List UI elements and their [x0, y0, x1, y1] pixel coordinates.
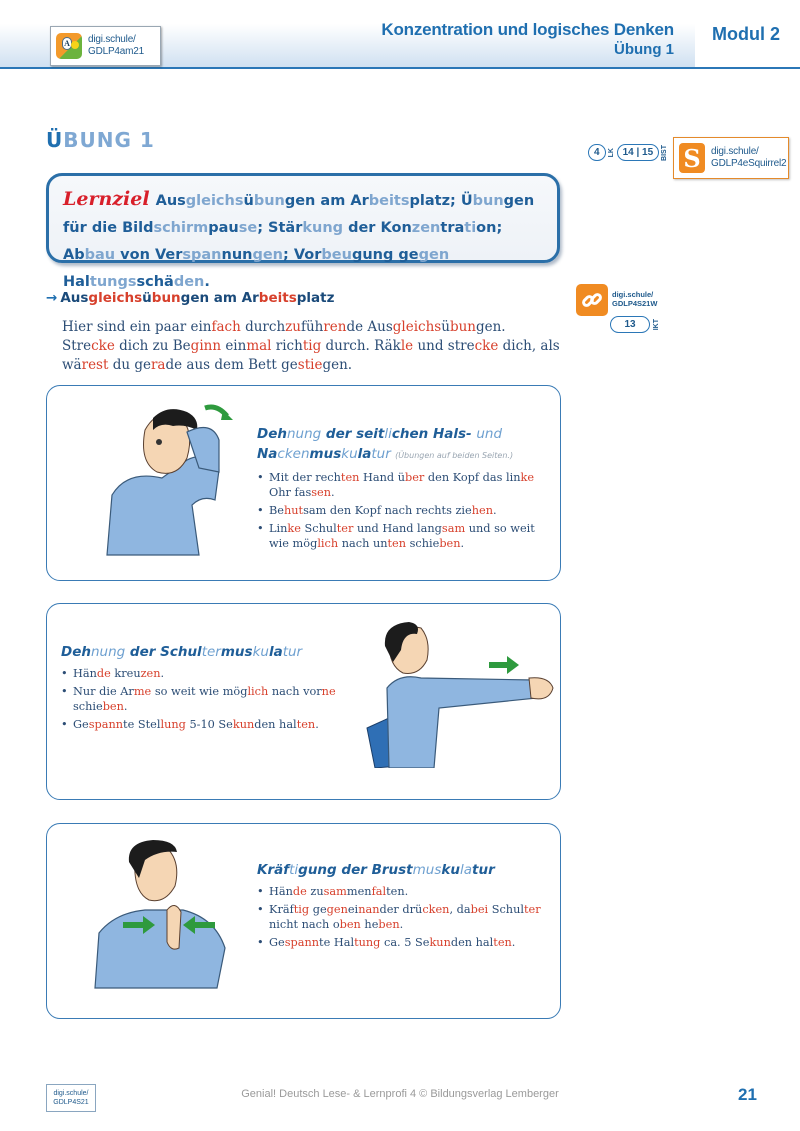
- bist-label: BIST: [661, 144, 669, 161]
- lk-badge: 4: [588, 144, 606, 161]
- syllable: chen Hals-: [391, 426, 477, 442]
- syllable: ra: [150, 357, 166, 373]
- syllable: le: [400, 338, 414, 354]
- syllable: den Kopf das lin: [424, 471, 521, 484]
- syllable: bei: [470, 903, 489, 916]
- syllable: tur: [472, 862, 495, 878]
- syllable: durch: [240, 319, 286, 335]
- exercise-card-chest-strengthening: [46, 823, 561, 1019]
- syllable: ten: [340, 471, 360, 484]
- syllable: Lin: [269, 522, 288, 535]
- chapter-subtitle: Übung 1: [614, 41, 674, 58]
- squirrel-link-line1: digi.schule/: [711, 146, 759, 157]
- syllable: Deh: [257, 426, 287, 442]
- syllable: ; Vor: [283, 247, 322, 263]
- arrow-right-icon: →: [46, 290, 58, 306]
- chest-exercise-illustration: [85, 838, 245, 998]
- bullet-item: [257, 902, 557, 932]
- syllable: spann: [284, 936, 320, 949]
- syllable: schirm: [153, 220, 209, 236]
- syllable: gung der Brust: [298, 862, 413, 878]
- syllable: de: [292, 885, 307, 898]
- syllable: Be: [269, 504, 284, 517]
- syllable: ei: [347, 903, 359, 916]
- intro-paragraph: [62, 318, 562, 375]
- syllable: Aus: [155, 193, 186, 209]
- header-title-block: [381, 20, 674, 60]
- bullet-list: [257, 884, 557, 950]
- header-digi-link[interactable]: [50, 26, 161, 66]
- syllable: Aus: [60, 290, 89, 306]
- syllable: .: [123, 700, 128, 713]
- bullet-item: [61, 666, 361, 681]
- syllable: sam: [323, 885, 347, 898]
- syllable: ti: [464, 220, 477, 236]
- footer-code-line2: GDLP4S21: [53, 1099, 89, 1106]
- syllable: nicht nach o: [269, 918, 340, 931]
- syllable: 5-10 Se: [185, 718, 233, 731]
- web-digi-link[interactable]: [576, 284, 657, 316]
- syllable: beu: [321, 247, 352, 263]
- syllable: sen: [311, 486, 332, 499]
- syllable: Kräf: [257, 862, 290, 878]
- exercise-card-neck-stretch: [46, 385, 561, 581]
- syllable: beits: [258, 290, 297, 306]
- syllable: bau: [84, 247, 116, 263]
- syllable: gen: [418, 247, 450, 263]
- syllable: fal: [371, 885, 387, 898]
- syllable: la: [459, 862, 473, 878]
- syllable: bun: [253, 193, 285, 209]
- syllable: ter: [336, 522, 354, 535]
- ikt-label: IKT: [653, 318, 660, 331]
- header-divider: [0, 67, 800, 69]
- syllable: Kräf: [269, 903, 294, 916]
- syllable: gleichs: [185, 193, 244, 209]
- syllable: ca. 5 Se: [380, 936, 430, 949]
- module-label: Modul 2: [712, 24, 780, 44]
- bullet-item: [257, 884, 557, 899]
- syllable: gen. Stre: [62, 319, 506, 354]
- syllable: Hal: [63, 274, 90, 290]
- syllable: mal: [246, 338, 272, 354]
- syllable: gleichs: [88, 290, 143, 306]
- syllable: cke: [474, 338, 499, 354]
- card-title: [257, 860, 557, 880]
- syllable: Hän: [269, 885, 293, 898]
- syllable: ti: [289, 862, 299, 878]
- shoulder-stretch-illustration: [359, 618, 559, 768]
- syllable: kung: [302, 220, 344, 236]
- syllable: tur: [282, 644, 303, 660]
- syllable: fach: [211, 319, 241, 335]
- ikt-badge-group: [610, 316, 660, 333]
- syllable: der Schul: [125, 644, 202, 660]
- syllable: nach un: [338, 537, 388, 550]
- syllable: ; Stär: [257, 220, 303, 236]
- syllable: ne: [321, 685, 336, 698]
- syllable: ben: [102, 700, 124, 713]
- syllable: tungs: [89, 274, 137, 290]
- footer-copyright: Genial! Deutsch Lese- & Lernprofi 4 © Bildungsverlag Lemberger: [241, 1088, 559, 1100]
- header-code-line2: GDLP4am21: [88, 46, 145, 57]
- syllable: , da: [449, 903, 471, 916]
- syllable: te Stel: [123, 718, 161, 731]
- syllable: so weit wie mög: [151, 685, 248, 698]
- syllable: Ohr fas: [269, 486, 312, 499]
- syllable: Ver: [154, 247, 183, 263]
- syllable: ben: [339, 918, 361, 931]
- ikt-badge: 13: [610, 316, 650, 333]
- squirrel-link-line2: GDLP4eSquirrel2: [711, 158, 787, 169]
- web-link-line2: GDLP4S21W: [612, 299, 658, 308]
- syllable: rest: [81, 357, 109, 373]
- syllable: ben: [439, 537, 461, 550]
- syllable: ber: [405, 471, 425, 484]
- syllable: gen: [252, 247, 284, 263]
- syllable: schie: [406, 537, 440, 550]
- syllable: cke: [91, 338, 115, 354]
- syllable: nun: [221, 247, 253, 263]
- syllable: Hand ü: [359, 471, 405, 484]
- syllable: .: [511, 936, 516, 949]
- syllable: men: [346, 885, 372, 898]
- syllable: Nur die Ar: [73, 685, 134, 698]
- syllable: gen für: [63, 193, 535, 236]
- syllable: Deh: [61, 644, 91, 660]
- exercise-title: ÜBUNG 1: [46, 128, 155, 152]
- syllable: te Hal: [319, 936, 355, 949]
- syllable: tur: [371, 446, 391, 462]
- syllable: spann: [88, 718, 124, 731]
- syllable: der Kon: [343, 220, 412, 236]
- syllable: bun: [151, 290, 181, 306]
- page-header: [0, 0, 800, 69]
- syllable: gen am Ar: [180, 290, 259, 306]
- syllable: tung: [354, 936, 381, 949]
- syllable: .: [399, 918, 404, 931]
- syllable: bun: [472, 193, 504, 209]
- competency-badges: [588, 144, 668, 161]
- card-title: [257, 424, 557, 466]
- syllable: sam den Kopf nach rechts zie: [303, 504, 472, 517]
- syllable: .: [204, 274, 210, 290]
- bullet-list: [61, 666, 361, 732]
- syllable: cken: [422, 903, 450, 916]
- syllable: nach vor: [268, 685, 322, 698]
- syllable: nung: [90, 644, 126, 660]
- bist-badge: 14 | 15: [617, 144, 660, 161]
- card-title: [61, 642, 361, 662]
- syllable: lich: [247, 685, 269, 698]
- syllable: mus: [309, 446, 342, 462]
- syllable: .: [492, 504, 497, 517]
- syllable: dich zu Be: [114, 338, 191, 354]
- link-icon: [576, 284, 608, 316]
- syllable: de aus dem Bett ge: [165, 357, 298, 373]
- syllable: hen: [471, 504, 493, 517]
- syllable: und Hand lang: [353, 522, 442, 535]
- syllable: kun: [232, 718, 255, 731]
- syllable: und stre: [413, 338, 475, 354]
- syllable: nung: [286, 426, 322, 442]
- syllable: dich, als wä: [62, 338, 560, 373]
- syllable: platz; Ü: [409, 193, 473, 209]
- syllable: ten: [493, 936, 512, 949]
- syllable: zu: [306, 885, 324, 898]
- syllable: und: [476, 426, 503, 442]
- syllable: ge: [309, 903, 327, 916]
- syllable: gen: [326, 903, 348, 916]
- syllable: he: [360, 918, 379, 931]
- syllable: Mit der rech: [269, 471, 341, 484]
- syllable: gen.: [322, 357, 353, 373]
- syllable: ü: [243, 193, 254, 209]
- header-code-line1: digi.schule/: [88, 34, 136, 45]
- syllable: de: [96, 667, 111, 680]
- syllable: li: [384, 426, 392, 442]
- syllable: die Bild: [91, 220, 154, 236]
- syllable: durch. Räk: [321, 338, 401, 354]
- syllable: zen: [140, 667, 161, 680]
- syllable: ten.: [386, 885, 409, 898]
- section-heading: [46, 290, 334, 306]
- syllable: mus: [220, 644, 253, 660]
- syllable: span: [182, 247, 222, 263]
- squirrel-digi-link[interactable]: [673, 137, 789, 179]
- syllable: Ge: [73, 718, 89, 731]
- bullet-item: [257, 503, 557, 518]
- syllable: von: [115, 247, 155, 263]
- syllable: ben: [378, 918, 400, 931]
- syllable: .: [460, 537, 465, 550]
- syllable: ku: [441, 862, 460, 878]
- syllable: kreu: [110, 667, 141, 680]
- syllable: zen: [411, 220, 441, 236]
- chapter-title: Konzentration und logisches Denken: [381, 20, 674, 39]
- syllable: tig: [293, 903, 310, 916]
- syllable: me: [133, 685, 152, 698]
- card-note: (Übungen auf beiden Seiten.): [395, 451, 514, 460]
- syllable: lich: [317, 537, 339, 550]
- page-number: 21: [738, 1085, 757, 1104]
- syllable: füh: [300, 319, 324, 335]
- syllable: schie: [73, 700, 103, 713]
- learning-goal-box: [46, 173, 560, 290]
- syllable: .: [160, 667, 165, 680]
- syllable: la: [357, 446, 372, 462]
- bullet-item: [61, 684, 361, 714]
- bullet-item: [257, 521, 557, 551]
- syllable: ku: [252, 644, 269, 660]
- learning-goal-label: Lernziel: [63, 188, 150, 210]
- syllable: cken: [277, 446, 310, 462]
- syllable: de Aus: [346, 319, 393, 335]
- syllable: se: [238, 220, 258, 236]
- syllable: der drü: [379, 903, 423, 916]
- syllable: platz: [296, 290, 335, 306]
- syllable: den hal: [450, 936, 494, 949]
- syllable: on; Ab: [63, 220, 503, 263]
- syllable: ren: [323, 319, 347, 335]
- syllable: ein: [221, 338, 247, 354]
- syllable: ge: [134, 357, 151, 373]
- syllable: stie: [297, 357, 323, 373]
- neck-stretch-illustration: [87, 400, 247, 560]
- flashcard-app-icon: A: [56, 33, 82, 59]
- bullet-item: [257, 470, 557, 500]
- syllable: ten: [296, 718, 316, 731]
- syllable: tra: [440, 220, 465, 236]
- syllable: gleichs: [392, 319, 442, 335]
- bullet-list: [257, 470, 557, 551]
- syllable: pau: [208, 220, 239, 236]
- syllable: den: [173, 274, 205, 290]
- syllable: bun: [449, 319, 476, 335]
- syllable: ke: [520, 471, 535, 484]
- lk-label: LK: [607, 147, 615, 158]
- syllable: zu: [285, 319, 301, 335]
- syllable: mus: [412, 862, 442, 878]
- syllable: Na: [257, 446, 278, 462]
- syllable: Schul: [300, 522, 337, 535]
- syllable: tig: [302, 338, 322, 354]
- web-link-line1: digi.schule/: [612, 290, 654, 299]
- syllable: ü: [142, 290, 152, 306]
- syllable: sam: [441, 522, 466, 535]
- syllable: den hal: [254, 718, 297, 731]
- syllable: ten: [387, 537, 407, 550]
- syllable: beits: [368, 193, 410, 209]
- syllable: Hän: [73, 667, 97, 680]
- syllable: du: [108, 357, 135, 373]
- syllable: .: [315, 718, 319, 731]
- syllable: Ge: [269, 936, 285, 949]
- syllable: ku: [341, 446, 358, 462]
- syllable: la: [268, 644, 283, 660]
- exercise-card-shoulder-stretch: [46, 603, 561, 800]
- syllable: kun: [429, 936, 451, 949]
- syllable: nan: [358, 903, 380, 916]
- syllable: ter: [201, 644, 221, 660]
- syllable: ter: [523, 903, 541, 916]
- syllable: lung: [160, 718, 186, 731]
- syllable: ginn: [190, 338, 222, 354]
- syllable: hut: [284, 504, 304, 517]
- squirrel-app-icon: S: [679, 143, 705, 173]
- syllable: gung ge: [351, 247, 419, 263]
- syllable: der seit: [321, 426, 385, 442]
- syllable: ke: [287, 522, 301, 535]
- syllable: ü: [441, 319, 450, 335]
- syllable: Schul: [488, 903, 524, 916]
- syllable: gen am Ar: [284, 193, 369, 209]
- bullet-item: [257, 935, 557, 950]
- bullet-item: [61, 717, 361, 732]
- syllable: und so weit wie mög: [269, 522, 535, 550]
- syllable: schä: [136, 274, 174, 290]
- syllable: Hier sind ein paar ein: [62, 319, 212, 335]
- learning-goal-text: [63, 186, 543, 296]
- syllable: rich: [271, 338, 303, 354]
- syllable: .: [331, 486, 335, 499]
- footer-code-line1: digi.schule/: [53, 1090, 89, 1097]
